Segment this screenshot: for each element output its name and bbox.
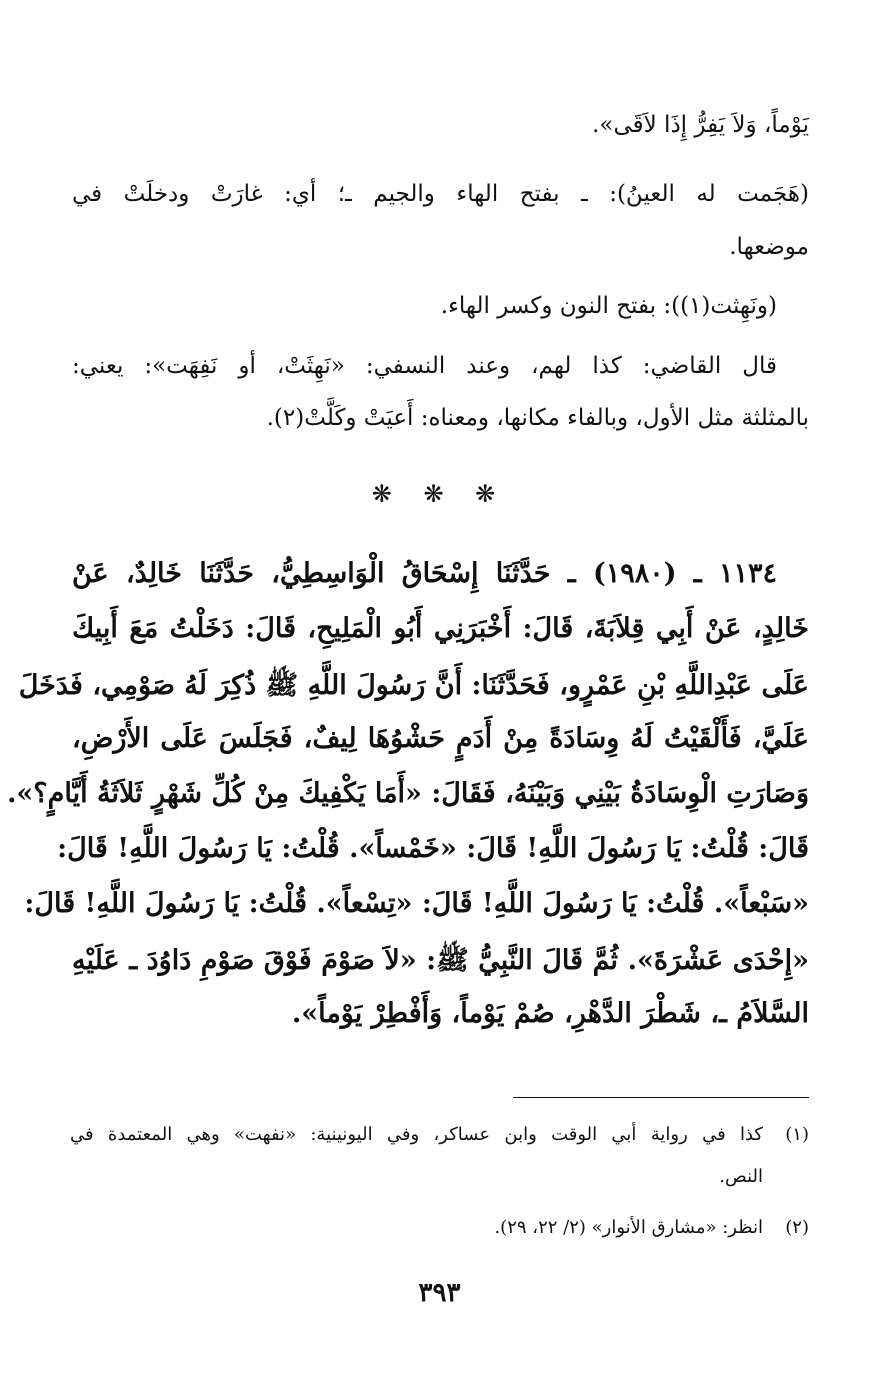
hadith-line: «إِحْدَى عَشْرَةَ». ثُمَّ قَالَ النَّبِيُّ ﷺ: «لاَ صَوْمَ فَوْقَ صَوْمِ دَاوُدَ ـ عَلَيْهِ — [72, 945, 809, 976]
footnote-text: انظر: «مشارق الأنوار» (٢/ ٢٢، ٢٩). — [494, 1217, 763, 1238]
section-separator: ❋ ❋ ❋ — [371, 480, 508, 508]
hadith-line: قَالَ: قُلْتُ: يَا رَسُولَ اللَّهِ! قَالَ: «خَمْساً». قُلْتُ: يَا رَسُولَ اللَّهِ! قَالَ: — [57, 833, 809, 864]
hadith-line: عَلَى عَبْدِاللَّهِ بْنِ عَمْرٍو، فَحَدَّثَنَا: أَنَّ رَسُولَ اللَّهِ ﷺ ذُكِرَ لَهُ صَوْمِي، فَدَخَلَ — [18, 670, 809, 701]
footnote-text: النص. — [719, 1166, 763, 1187]
hadith-line: خَالِدٍ، عَنْ أَبِي قِلاَبَةَ، قَالَ: أَخْبَرَنِي أَبُو الْمَلِيحِ، قَالَ: دَخَلْتُ مَعَ أَبِيكَ — [72, 613, 809, 644]
commentary-line: (ونَهِثت(١)): بفتح النون وكسر الهاء. — [440, 293, 777, 319]
hadith-line: ١١٣٤ ـ (١٩٨٠) ـ حَدَّثَنَا إِسْحَاقُ الْوَاسِطِيُّ، حَدَّثَنَا خَالِدٌ، عَنْ — [72, 558, 777, 589]
hadith-line: السَّلاَمُ ـ، شَطْرَ الدَّهْرِ، صُمْ يَوْماً، وَأَفْطِرْ يَوْماً». — [291, 998, 809, 1029]
hadith-line: عَلَيَّ، فَأَلْقَيْتُ لَهُ وِسَادَةً مِنْ أَدَمٍ حَشْوُهَا لِيفٌ، فَجَلَسَ عَلَى الأَرْضِ، — [72, 723, 809, 754]
commentary-line: (هَجَمت له العينُ): ـ بفتح الهاء والجيم ـ؛ أي: غارَتْ ودخلَتْ في — [72, 181, 809, 207]
hadith-line: «سَبْعاً». قُلْتُ: يَا رَسُولَ اللَّهِ! قَالَ: «تِسْعاً». قُلْتُ: يَا رَسُولَ اللَّهِ! قَالَ: — [24, 888, 809, 919]
footnote-text: كذا في رواية أبي الوقت وابن عساكر، وفي اليونينية: «نفهت» وهي المعتمدة في — [70, 1124, 763, 1145]
footnote-number: (١) — [785, 1124, 809, 1145]
footnote-divider — [513, 1097, 809, 1098]
commentary-line: يَوْماً، وَلاَ يَفِرُّ إِذَا لاَقَى». — [592, 112, 809, 138]
page-number: ٣٩٣ — [418, 1278, 461, 1308]
commentary-line: بالمثلثة مثل الأول، وبالفاء مكانها، ومعناه: أَعيَتْ وكَلَّتْ(٢). — [266, 405, 809, 431]
commentary-line: قال القاضي: كذا لهم، وعند النسفي: «نَهِثَتْ، أو نَفِهَت»: يعني: — [72, 353, 777, 379]
footnote-number: (٢) — [785, 1217, 809, 1238]
commentary-line: موضعها. — [729, 234, 809, 260]
hadith-line: وَصَارَتِ الْوِسَادَةُ بَيْنِي وَبَيْنَهُ، فَقَالَ: «أَمَا يَكْفِيكَ مِنْ كُلِّ شَهْرٍ ثَلاَثَةُ أَيَّامٍ؟». — [7, 778, 809, 809]
